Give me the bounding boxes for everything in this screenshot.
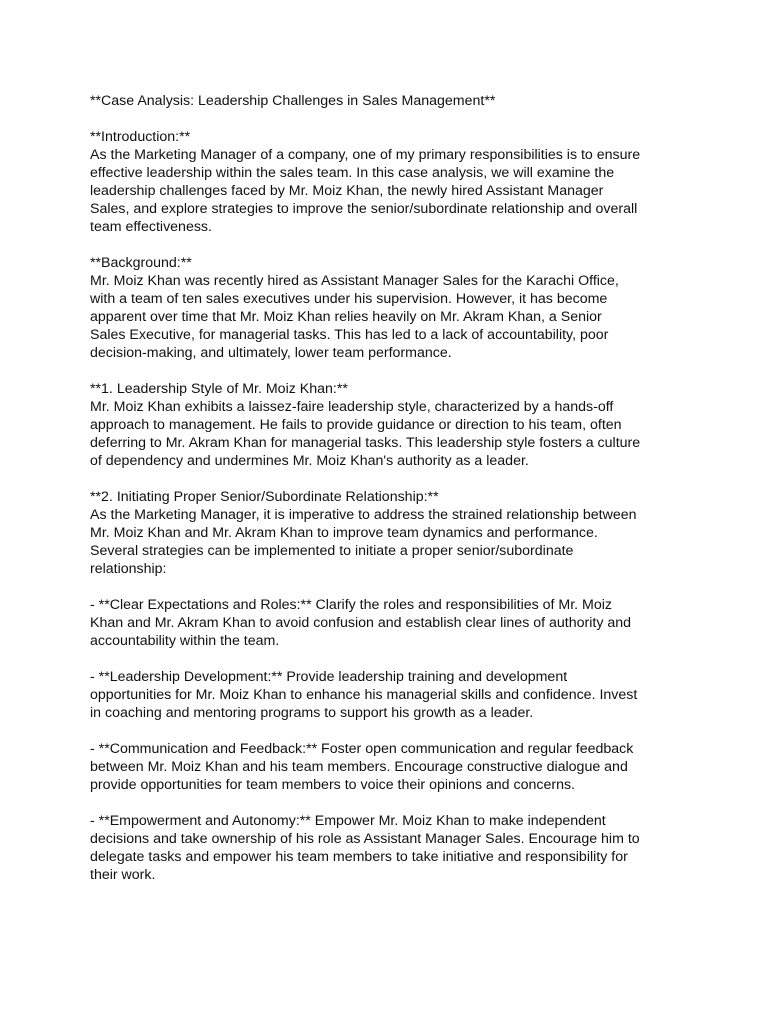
- senior-subordinate-section: [90, 488, 690, 578]
- text-line: team effectiveness.: [90, 219, 212, 235]
- text-line: Sales, and explore strategies to improve the senior/subordinate relationship and overall: [90, 201, 638, 217]
- text-line: Khan and Mr. Akram Khan to avoid confusion and establish clear lines of authority and: [90, 615, 632, 631]
- text-line: Sales Executive, for managerial tasks. This has led to a lack of accountability, poor: [90, 327, 609, 343]
- text-line: approach to management. He fails to provide guidance or direction to his team, often: [90, 417, 622, 433]
- text-line: deferring to Mr. Akram Khan for managerial tasks. This leadership style fosters a culture: [90, 435, 641, 451]
- text-line: opportunities for Mr. Moiz Khan to enhance his managerial skills and confidence. Invest: [90, 687, 638, 703]
- text-line: - **Communication and Feedback:** Foster open communication and regular feedback: [90, 741, 634, 757]
- text-line: - **Empowerment and Autonomy:** Empower Mr. Moiz Khan to make independent: [90, 813, 606, 829]
- document-title-block: [90, 92, 690, 110]
- document-page: [90, 92, 690, 902]
- text-line: effective leadership within the sales team. In this case analysis, we will examine the: [90, 165, 615, 181]
- text-line: decision-making, and ultimately, lower team performance.: [90, 345, 452, 361]
- document-body: [90, 128, 690, 884]
- text-line: relationship:: [90, 561, 167, 577]
- text-line: apparent over time that Mr. Moiz Khan relies heavily on Mr. Akram Khan, a Senior: [90, 309, 602, 325]
- text-line: with a team of ten sales executives under his supervision. However, it has become: [90, 291, 608, 307]
- text-line: As the Marketing Manager of a company, one of my primary responsibilities is to ensure: [90, 147, 641, 163]
- text-line: of dependency and undermines Mr. Moiz Khan's authority as a leader.: [90, 453, 529, 469]
- text-line: Mr. Moiz Khan and Mr. Akram Khan to improve team dynamics and performance.: [90, 525, 598, 541]
- text-line: accountability within the team.: [90, 633, 280, 649]
- text-line: in coaching and mentoring programs to support his growth as a leader.: [90, 705, 534, 721]
- text-line: their work.: [90, 867, 156, 883]
- section-heading: **Introduction:**: [90, 129, 191, 145]
- communication-feedback-bullet: [90, 740, 690, 794]
- document-title: **Case Analysis: Leadership Challenges in Sales Management**: [90, 93, 496, 109]
- text-line: between Mr. Moiz Khan and his team members. Encourage constructive dialogue and: [90, 759, 628, 775]
- text-line: - **Leadership Development:** Provide leadership training and development: [90, 669, 568, 685]
- text-line: Mr. Moiz Khan was recently hired as Assistant Manager Sales for the Karachi Office,: [90, 273, 619, 289]
- clear-expectations-bullet: [90, 596, 690, 650]
- section-heading: **2. Initiating Proper Senior/Subordinate Relationship:**: [90, 489, 439, 505]
- empowerment-autonomy-bullet: [90, 812, 690, 884]
- text-line: provide opportunities for team members to voice their opinions and concerns.: [90, 777, 575, 793]
- text-line: decisions and take ownership of his role as Assistant Manager Sales. Encourage him to: [90, 831, 640, 847]
- background-section: [90, 254, 690, 362]
- text-line: - **Clear Expectations and Roles:** Clarify the roles and responsibilities of Mr. Moiz: [90, 597, 613, 613]
- text-line: Mr. Moiz Khan exhibits a laissez-faire leadership style, characterized by a hands-off: [90, 399, 614, 415]
- text-line: delegate tasks and empower his team members to take initiative and responsibility for: [90, 849, 628, 865]
- leadership-development-bullet: [90, 668, 690, 722]
- section-heading: **1. Leadership Style of Mr. Moiz Khan:**: [90, 381, 348, 397]
- text-line: Several strategies can be implemented to initiate a proper senior/subordinate: [90, 543, 574, 559]
- section-heading: **Background:**: [90, 255, 192, 271]
- leadership-style-section: [90, 380, 690, 470]
- introduction-section: [90, 128, 690, 236]
- text-line: leadership challenges faced by Mr. Moiz Khan, the newly hired Assistant Manager: [90, 183, 604, 199]
- text-line: As the Marketing Manager, it is imperative to address the strained relationship between: [90, 507, 637, 523]
